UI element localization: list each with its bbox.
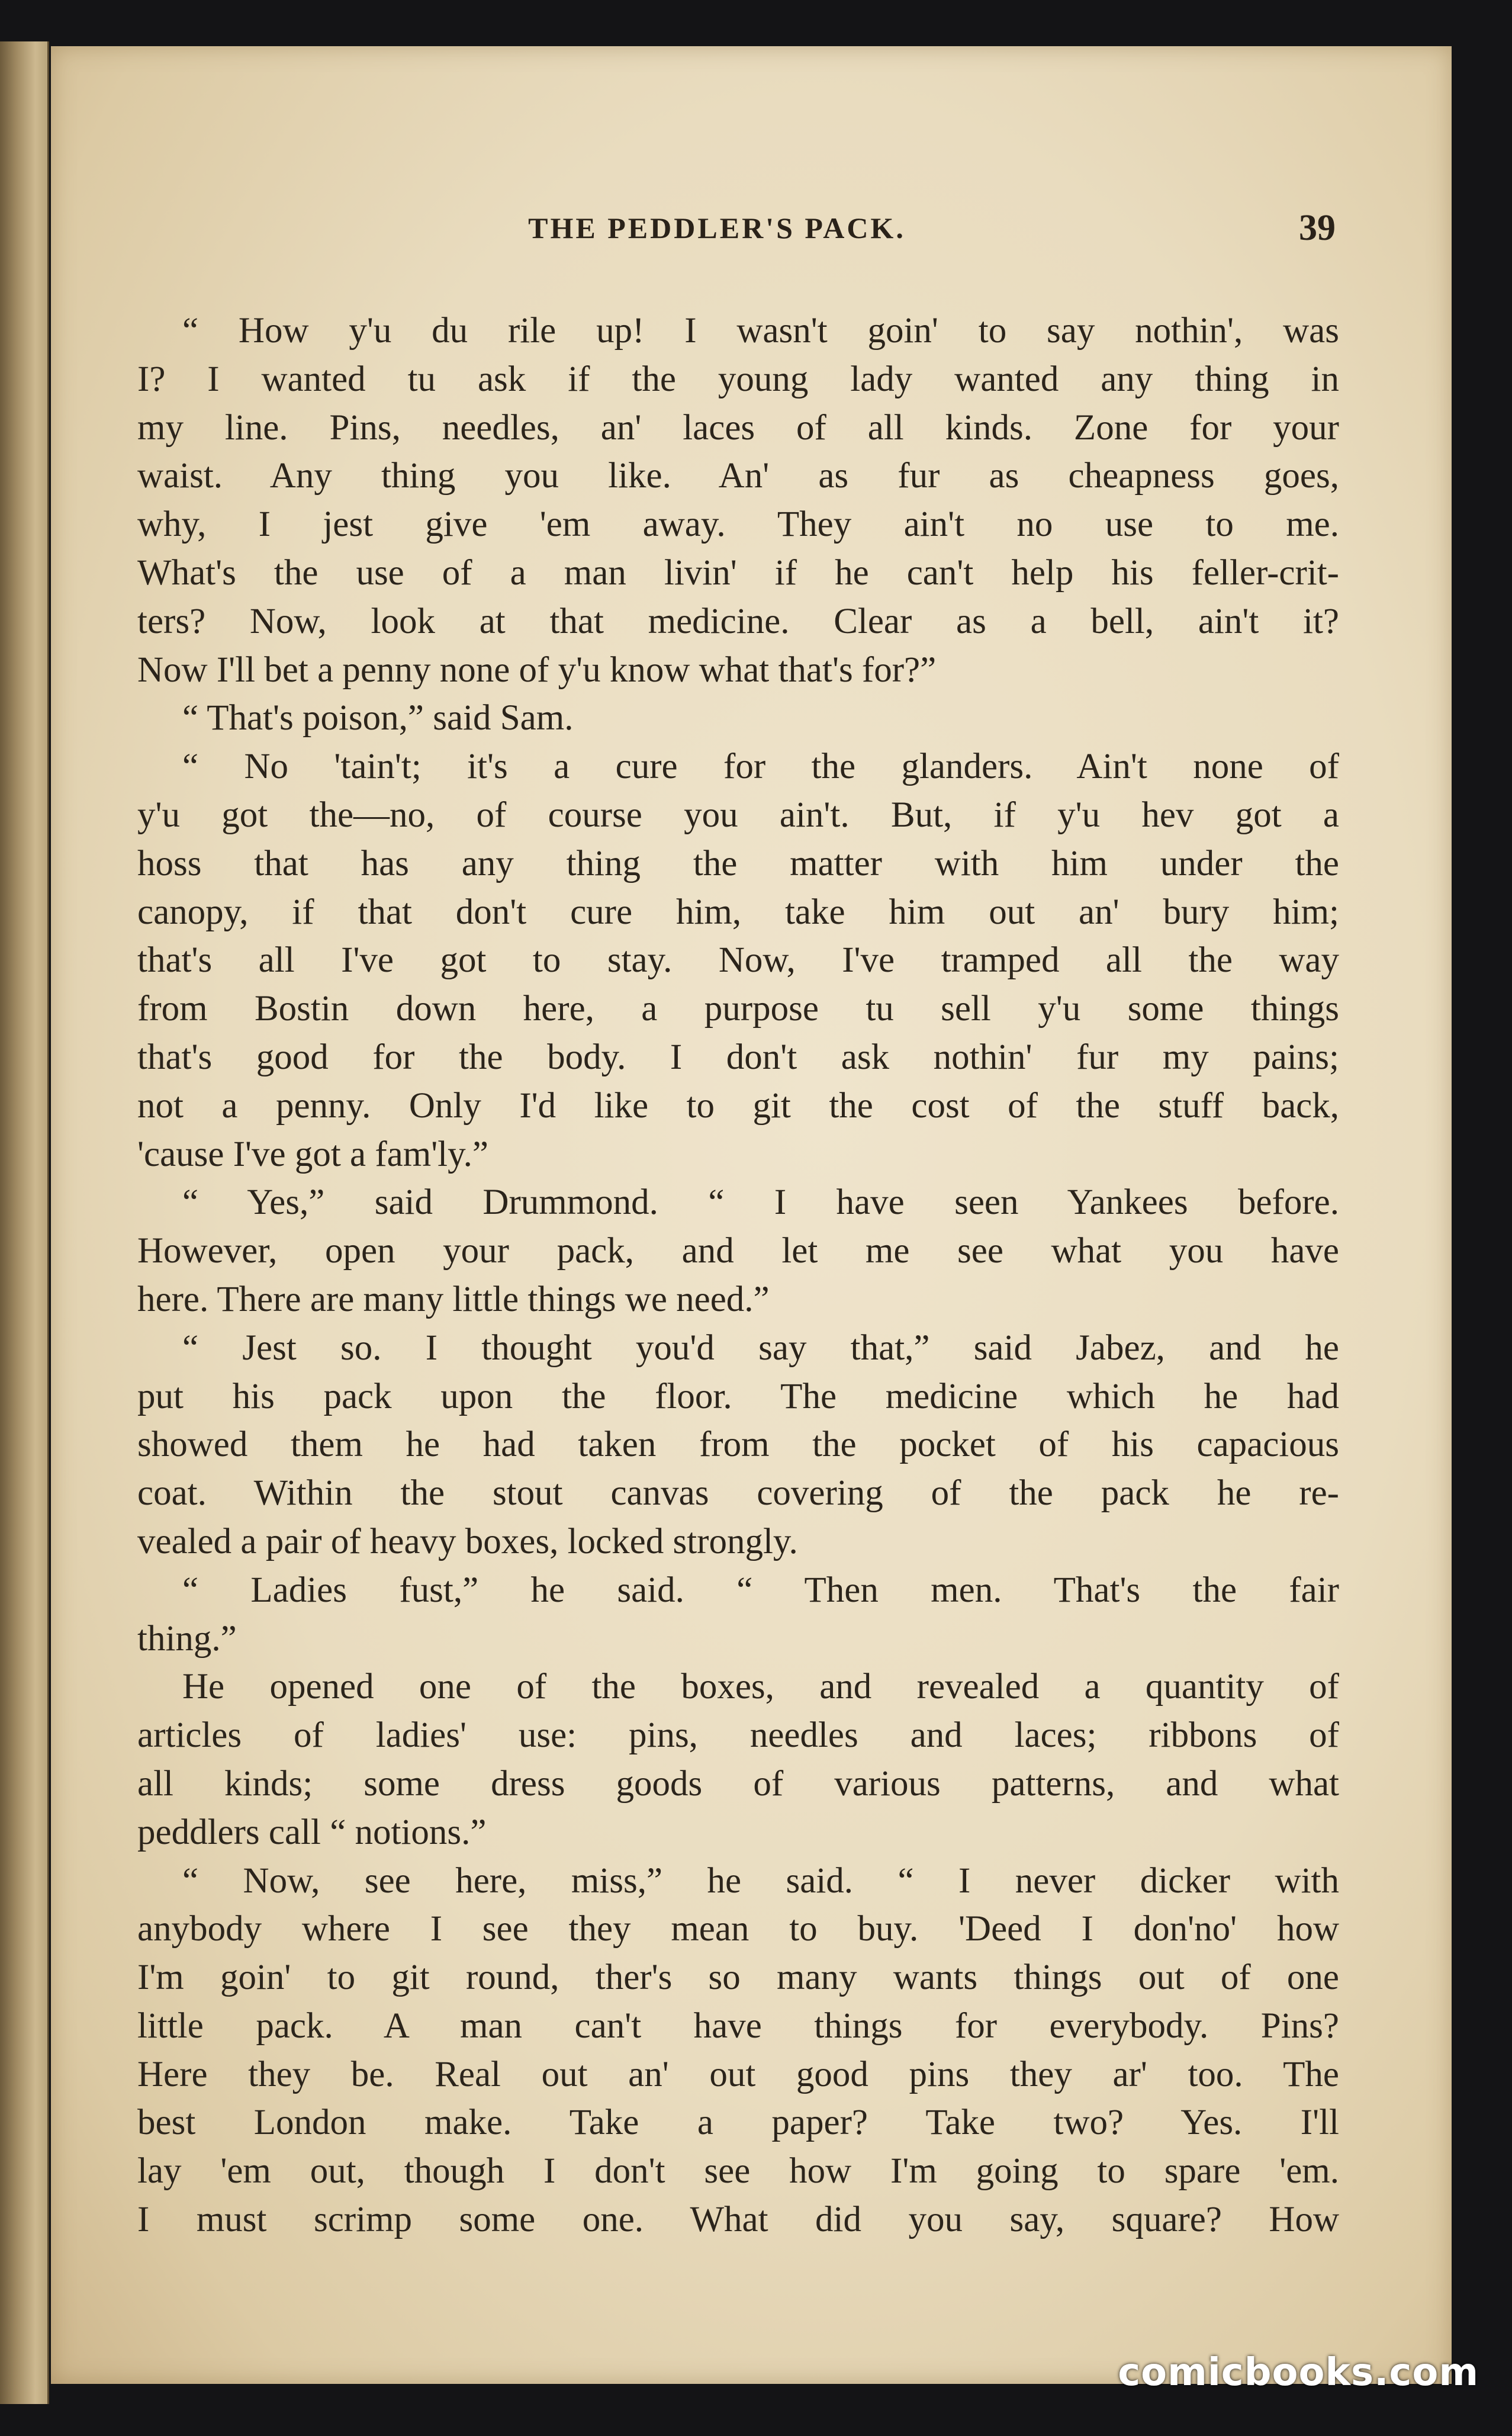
text-line: put his pack upon the floor. The medicine which he had xyxy=(137,1376,1339,1416)
text-line: best London make. Take a paper? Take two? Yes. I'll xyxy=(137,2103,1339,2143)
text-line: However, open your pack, and let me see what you have xyxy=(137,1231,1339,1271)
text-line: I'm goin' to git round, ther's so many wants things out of one xyxy=(137,1958,1339,1998)
text-line: “ Jest so. I thought you'd say that,” said Jabez, and he xyxy=(182,1328,1339,1368)
running-head: THE PEDDLER'S PACK. xyxy=(528,211,906,245)
text-line: “ Ladies fust,” he said. “ Then men. That's the fair xyxy=(182,1570,1339,1610)
text-line: “ How y'u du rile up! I wasn't goin' to say nothin', was xyxy=(182,311,1339,351)
text-line: coat. Within the stout canvas covering of the pack he re- xyxy=(137,1473,1339,1513)
text-line: peddlers call “ notions.” xyxy=(137,1812,487,1852)
text-line: that's good for the body. I don't ask nothin' fur my pains; xyxy=(137,1037,1339,1077)
text-line: He opened one of the boxes, and revealed a quantity of xyxy=(182,1667,1339,1707)
text-line: from Bostin down here, a purpose tu sell y'u some things xyxy=(137,989,1339,1029)
text-line: “ Yes,” said Drummond. “ I have seen Yankees before. xyxy=(182,1182,1339,1223)
text-line: Here they be. Real out an' out good pins they ar' too. The xyxy=(137,2054,1339,2094)
text-line: little pack. A man can't have things for everybody. Pins? xyxy=(137,2006,1339,2046)
text-line: y'u got the—no, of course you ain't. But, if y'u hev got a xyxy=(137,795,1339,835)
text-line: What's the use of a man livin' if he can't help his feller-crit- xyxy=(137,552,1339,593)
text-line: “ That's poison,” said Sam. xyxy=(182,698,574,738)
page-header xyxy=(51,201,1452,255)
watermark: comicbooks.com xyxy=(1118,2351,1479,2395)
text-line: why, I jest give 'em away. They ain't no use to me. xyxy=(137,504,1339,545)
body-text xyxy=(137,307,1339,2244)
text-line: hoss that has any thing the matter with him under the xyxy=(137,843,1339,883)
page-number: 39 xyxy=(1299,208,1336,248)
text-line: I? I wanted tu ask if the young lady wanted any thing in xyxy=(137,359,1339,399)
text-line: I must scrimp some one. What did you say, square? How xyxy=(137,2200,1339,2240)
text-line: here. There are many little things we need.” xyxy=(137,1279,770,1319)
text-line: canopy, if that don't cure him, take him out an' bury him; xyxy=(137,892,1339,932)
book-page xyxy=(51,46,1452,2384)
text-line: showed them he had taken from the pocket of his capacious xyxy=(137,1425,1339,1465)
text-line: 'cause I've got a fam'ly.” xyxy=(137,1134,488,1174)
text-line: my line. Pins, needles, an' laces of all kinds. Zone for your xyxy=(137,407,1339,448)
text-line: not a penny. Only I'd like to git the cost of the stuff back, xyxy=(137,1085,1339,1126)
text-line: lay 'em out, though I don't see how I'm going to spare 'em. xyxy=(137,2151,1339,2191)
text-line: all kinds; some dress goods of various patterns, and what xyxy=(137,1763,1339,1804)
text-line: anybody where I see they mean to buy. 'Deed I don'no' how xyxy=(137,1909,1339,1949)
text-line: thing.” xyxy=(137,1618,237,1659)
text-line: ters? Now, look at that medicine. Clear as a bell, ain't it? xyxy=(137,601,1339,641)
text-line: “ Now, see here, miss,” he said. “ I never dicker with xyxy=(182,1860,1339,1901)
text-line: that's all I've got to stay. Now, I've tramped all the way xyxy=(137,940,1339,981)
text-line: waist. Any thing you like. An' as fur as cheapness goes, xyxy=(137,456,1339,496)
text-line: articles of ladies' use: pins, needles and laces; ribbons of xyxy=(137,1715,1339,1756)
left-page-edge xyxy=(0,41,49,2404)
text-line: “ No 'tain't; it's a cure for the glanders. Ain't none of xyxy=(182,747,1339,787)
text-line: Now I'll bet a penny none of y'u know what that's for?” xyxy=(137,650,937,690)
text-line: vealed a pair of heavy boxes, locked strongly. xyxy=(137,1521,798,1561)
